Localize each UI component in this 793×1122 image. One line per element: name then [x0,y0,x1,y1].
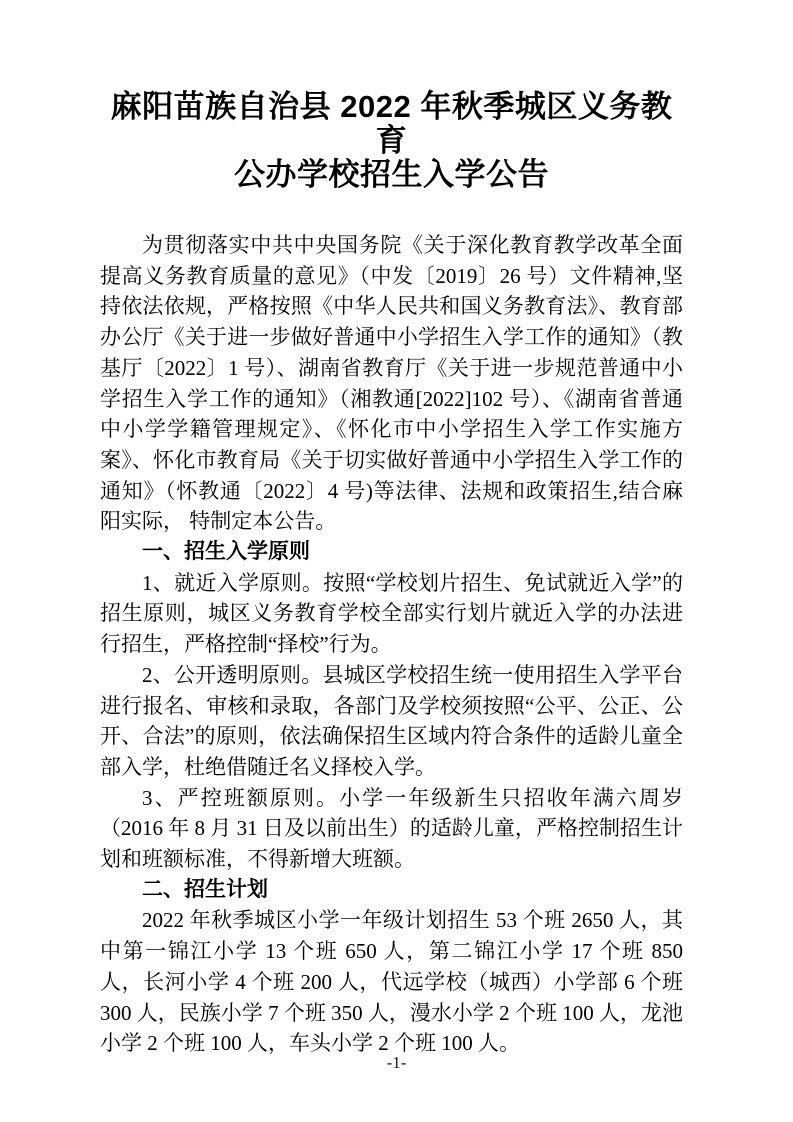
principle-item-1: 1、就近入学原则。按照“学校划片招生、免试就近入学”的招生原则，城区义务教育学校全部实行划片就近入学的办法进行招生，严格控制“择校”行为。 [100,570,683,657]
document-title [100,90,683,192]
document-title-line2: 公办学校招生入学公告 [234,157,549,192]
principle-item-3: 3、严控班额原则。小学一年级新生只招收年满六周岁（2016 年 8 月 31 日及以前出生）的适龄儿童，严格控制招生计划和班额标准，不得新增大班额。 [100,785,683,872]
section-heading-plan: 二、招生计划 [142,877,268,901]
section-heading-principles: 一、招生入学原则 [142,540,310,564]
page-number: -1- [386,1053,407,1072]
principle-item-2: 2、公开透明原则。县城区学校招生统一使用招生入学平台进行报名、审核和录取，各部门及学校须按照“公平、公正、公开、合法”的原则，依法确保招生区域内符合条件的适龄儿童全部入学，杜绝借随迁名义择校入学。 [100,662,683,779]
document-title-line1: 麻阳苗族自治县 2022 年秋季城区义务教育 [110,89,673,158]
plan-paragraph: 2022 年秋季城区小学一年级计划招生 53 个班 2650 人，其中第一锦江小学 13 个班 650 人，第二锦江小学 17 个班 850 人，长河小学 4 个班 200 人，代远学校（城西）小学部 6 个班 300 人，民族小学 7 个班 350 人，漫水小学 2 个班 100 人，龙池小学 2 个班 100 人，车头小学 2 个班 100 人。 [100,908,683,1056]
document-content [100,90,683,1059]
intro-paragraph: 为贯彻落实中共中央国务院《关于深化教育教学改革全面提高义务教育质量的意见》（中发〔2019〕26 号）文件精神,坚持依法依规，严格按照《中华人民共和国义务教育法》、教育部办公厅《关于进一步做好普通中小学招生入学工作的通知》（教基厅〔2022〕1 号）、湖南省教育厅《关于进一步规范普通中小学招生入学工作的通知》（湘教通[2022]102 号）、《湖南省普通中小学学籍管理规定》、《怀化市中小学招生入学工作实施方案》、怀化市教育局《关于切实做好普通中小学招生入学工作的通知》（怀教通〔2022〕4 号)等法律、法规和政策招生,结合麻阳实际， 特制定本公告。 [100,233,683,534]
